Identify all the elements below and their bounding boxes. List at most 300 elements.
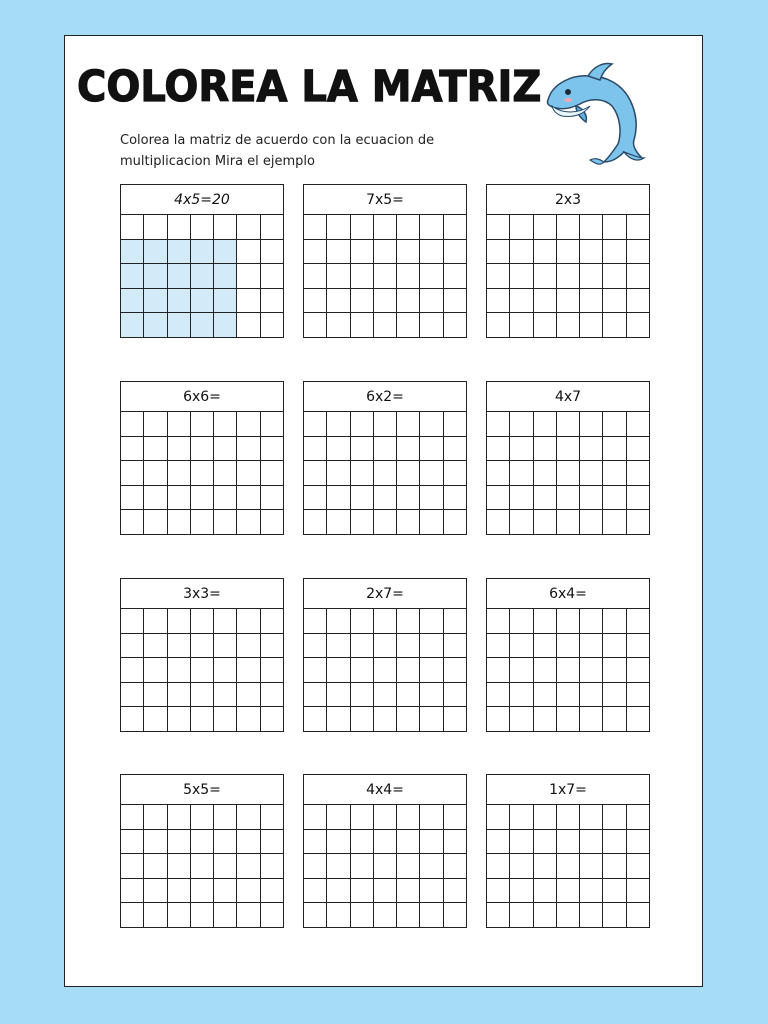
matrix-cell[interactable] [603,830,626,855]
matrix-cell[interactable] [214,707,237,732]
matrix-cell[interactable] [397,707,420,732]
matrix-cell[interactable] [420,412,443,437]
matrix-cell[interactable] [603,486,626,511]
matrix-cell[interactable] [627,707,650,732]
matrix-cell[interactable] [580,240,603,265]
matrix-cell[interactable] [397,461,420,486]
matrix-cell[interactable] [627,461,650,486]
matrix-cell[interactable] [444,461,467,486]
matrix-cell[interactable] [144,805,167,830]
matrix-cell-filled[interactable] [121,313,144,338]
matrix-cell[interactable] [487,240,510,265]
matrix-cell[interactable] [444,805,467,830]
matrix-cell[interactable] [191,510,214,535]
matrix-cell[interactable] [397,683,420,708]
matrix-cell-filled[interactable] [214,289,237,314]
matrix-cell-filled[interactable] [168,264,191,289]
matrix-cell[interactable] [580,510,603,535]
matrix-cell[interactable] [487,830,510,855]
matrix-cell[interactable] [580,264,603,289]
matrix-cell[interactable] [510,805,533,830]
matrix-cell[interactable] [534,486,557,511]
matrix-cell[interactable] [374,903,397,928]
matrix-cell[interactable] [261,879,284,904]
matrix-cell[interactable] [580,412,603,437]
matrix-cell[interactable] [580,313,603,338]
matrix-cell[interactable] [557,313,580,338]
matrix-cell[interactable] [168,683,191,708]
matrix-cell[interactable] [557,707,580,732]
matrix-cell[interactable] [327,658,350,683]
matrix-cell[interactable] [237,658,260,683]
matrix-cell[interactable] [444,215,467,240]
matrix-cell[interactable] [351,658,374,683]
matrix-cell[interactable] [351,313,374,338]
matrix-cell[interactable] [397,289,420,314]
matrix-cell[interactable] [144,707,167,732]
matrix-cell[interactable] [261,707,284,732]
matrix-cell[interactable] [121,903,144,928]
matrix-cell[interactable] [534,510,557,535]
matrix-cell[interactable] [580,683,603,708]
matrix-cell[interactable] [261,683,284,708]
matrix-cell[interactable] [374,707,397,732]
matrix-cell[interactable] [627,879,650,904]
matrix-cell[interactable] [487,313,510,338]
matrix-cell[interactable] [487,634,510,659]
matrix-cell[interactable] [444,313,467,338]
matrix-cell[interactable] [261,437,284,462]
matrix-cell[interactable] [580,634,603,659]
matrix-cell-filled[interactable] [168,240,191,265]
matrix-cell[interactable] [304,903,327,928]
matrix-cell[interactable] [534,830,557,855]
matrix-cell[interactable] [420,683,443,708]
matrix-cell[interactable] [374,437,397,462]
matrix-cell[interactable] [327,854,350,879]
matrix-cell[interactable] [603,658,626,683]
matrix-cell[interactable] [237,683,260,708]
matrix-cell[interactable] [510,461,533,486]
matrix-cell[interactable] [144,437,167,462]
matrix-cell[interactable] [397,854,420,879]
matrix-cell[interactable] [534,437,557,462]
matrix-cell[interactable] [420,879,443,904]
matrix-cell[interactable] [420,830,443,855]
matrix-cell[interactable] [168,830,191,855]
matrix-cell[interactable] [304,879,327,904]
matrix-cell[interactable] [557,240,580,265]
matrix-cell[interactable] [237,854,260,879]
matrix-cell[interactable] [351,215,374,240]
matrix-cell[interactable] [603,264,626,289]
matrix-cell[interactable] [487,264,510,289]
matrix-cell[interactable] [327,903,350,928]
matrix-cell-filled[interactable] [191,240,214,265]
matrix-cell[interactable] [534,412,557,437]
matrix-cell[interactable] [261,313,284,338]
matrix-cell[interactable] [261,215,284,240]
matrix-cell[interactable] [444,240,467,265]
matrix-cell[interactable] [191,658,214,683]
matrix-cell[interactable] [351,240,374,265]
matrix-cell[interactable] [374,609,397,634]
matrix-cell[interactable] [304,658,327,683]
matrix-cell[interactable] [168,634,191,659]
matrix-cell[interactable] [351,486,374,511]
matrix-cell[interactable] [327,707,350,732]
matrix-cell[interactable] [121,215,144,240]
matrix-cell[interactable] [627,830,650,855]
matrix-cell[interactable] [374,461,397,486]
matrix-cell[interactable] [327,461,350,486]
matrix-cell[interactable] [214,634,237,659]
matrix-cell[interactable] [351,437,374,462]
matrix-cell[interactable] [557,289,580,314]
matrix-cell[interactable] [168,879,191,904]
matrix-cell[interactable] [121,412,144,437]
matrix-cell[interactable] [191,609,214,634]
matrix-cell[interactable] [510,683,533,708]
matrix-cell[interactable] [580,707,603,732]
matrix-cell[interactable] [144,510,167,535]
matrix-cell[interactable] [144,683,167,708]
matrix-cell[interactable] [351,805,374,830]
matrix-cell[interactable] [557,634,580,659]
matrix-cell[interactable] [420,609,443,634]
matrix-cell[interactable] [351,854,374,879]
matrix-cell[interactable] [374,313,397,338]
matrix-cell[interactable] [627,437,650,462]
matrix-cell[interactable] [557,854,580,879]
matrix-cell[interactable] [627,805,650,830]
matrix-cell-filled[interactable] [121,264,144,289]
matrix-cell[interactable] [627,215,650,240]
matrix-cell[interactable] [237,461,260,486]
matrix-cell[interactable] [144,412,167,437]
matrix-cell[interactable] [374,486,397,511]
matrix-cell[interactable] [557,412,580,437]
matrix-cell[interactable] [510,634,533,659]
matrix-cell[interactable] [487,609,510,634]
matrix-cell[interactable] [214,903,237,928]
matrix-cell[interactable] [444,854,467,879]
matrix-cell[interactable] [191,805,214,830]
matrix-cell[interactable] [580,215,603,240]
matrix-cell[interactable] [603,313,626,338]
matrix-cell[interactable] [351,683,374,708]
matrix-cell[interactable] [444,437,467,462]
matrix-cell[interactable] [144,903,167,928]
matrix-cell[interactable] [144,461,167,486]
matrix-cell[interactable] [420,707,443,732]
matrix-cell[interactable] [237,609,260,634]
matrix-cell[interactable] [510,215,533,240]
matrix-cell[interactable] [237,289,260,314]
matrix-cell[interactable] [261,461,284,486]
matrix-cell[interactable] [144,486,167,511]
matrix-cell[interactable] [214,805,237,830]
matrix-cell[interactable] [327,240,350,265]
matrix-cell[interactable] [168,609,191,634]
matrix-cell[interactable] [144,609,167,634]
matrix-cell[interactable] [304,486,327,511]
matrix-cell[interactable] [237,486,260,511]
matrix-cell[interactable] [374,658,397,683]
matrix-cell[interactable] [420,510,443,535]
matrix-cell[interactable] [534,903,557,928]
matrix-cell[interactable] [397,486,420,511]
matrix-cell[interactable] [191,854,214,879]
matrix-cell[interactable] [420,658,443,683]
matrix-cell[interactable] [487,658,510,683]
matrix-cell[interactable] [487,903,510,928]
matrix-cell[interactable] [420,903,443,928]
matrix-cell[interactable] [397,437,420,462]
matrix-cell[interactable] [237,240,260,265]
matrix-cell[interactable] [557,830,580,855]
matrix-cell[interactable] [534,658,557,683]
matrix-cell[interactable] [627,609,650,634]
matrix-cell[interactable] [510,240,533,265]
matrix-cell[interactable] [397,658,420,683]
matrix-cell[interactable] [397,634,420,659]
matrix-cell[interactable] [144,658,167,683]
matrix-cell[interactable] [191,215,214,240]
matrix-cell[interactable] [351,707,374,732]
matrix-cell[interactable] [168,437,191,462]
matrix-cell[interactable] [327,683,350,708]
matrix-cell[interactable] [237,510,260,535]
matrix-cell[interactable] [144,634,167,659]
matrix-cell[interactable] [603,634,626,659]
matrix-cell-filled[interactable] [168,313,191,338]
matrix-cell[interactable] [534,879,557,904]
matrix-cell[interactable] [487,683,510,708]
matrix-cell[interactable] [627,240,650,265]
matrix-cell[interactable] [351,264,374,289]
matrix-cell[interactable] [191,830,214,855]
matrix-cell[interactable] [121,854,144,879]
matrix-cell[interactable] [510,609,533,634]
matrix-cell[interactable] [580,830,603,855]
matrix-cell[interactable] [351,903,374,928]
matrix-cell[interactable] [420,240,443,265]
matrix-cell[interactable] [397,903,420,928]
matrix-cell[interactable] [261,805,284,830]
matrix-cell[interactable] [420,437,443,462]
matrix-cell[interactable] [304,461,327,486]
matrix-cell[interactable] [510,289,533,314]
matrix-cell[interactable] [627,412,650,437]
matrix-cell[interactable] [374,510,397,535]
matrix-cell[interactable] [627,658,650,683]
matrix-cell[interactable] [627,313,650,338]
matrix-cell[interactable] [510,707,533,732]
matrix-cell[interactable] [510,412,533,437]
matrix-cell[interactable] [557,215,580,240]
matrix-cell[interactable] [121,609,144,634]
matrix-cell[interactable] [121,830,144,855]
matrix-cell[interactable] [351,830,374,855]
matrix-cell[interactable] [627,264,650,289]
matrix-cell[interactable] [261,634,284,659]
matrix-cell[interactable] [557,461,580,486]
matrix-cell[interactable] [487,461,510,486]
matrix-cell[interactable] [557,609,580,634]
matrix-cell[interactable] [444,264,467,289]
matrix-cell[interactable] [557,683,580,708]
matrix-cell[interactable] [487,486,510,511]
matrix-cell[interactable] [214,412,237,437]
matrix-cell[interactable] [261,264,284,289]
matrix-cell[interactable] [420,805,443,830]
matrix-cell[interactable] [397,313,420,338]
matrix-cell[interactable] [191,707,214,732]
matrix-cell[interactable] [557,903,580,928]
matrix-cell-filled[interactable] [191,264,214,289]
matrix-cell[interactable] [327,437,350,462]
matrix-cell[interactable] [444,830,467,855]
matrix-cell[interactable] [627,903,650,928]
matrix-cell[interactable] [603,412,626,437]
matrix-cell[interactable] [168,805,191,830]
matrix-cell[interactable] [168,903,191,928]
matrix-cell[interactable] [327,609,350,634]
matrix-cell-filled[interactable] [144,289,167,314]
matrix-cell[interactable] [510,510,533,535]
matrix-cell[interactable] [580,879,603,904]
matrix-cell-filled[interactable] [144,264,167,289]
matrix-cell[interactable] [237,707,260,732]
matrix-cell[interactable] [374,879,397,904]
matrix-cell[interactable] [603,461,626,486]
matrix-cell[interactable] [420,634,443,659]
matrix-cell[interactable] [420,486,443,511]
matrix-cell[interactable] [304,510,327,535]
matrix-cell[interactable] [487,510,510,535]
matrix-cell[interactable] [444,903,467,928]
matrix-cell[interactable] [191,634,214,659]
matrix-cell[interactable] [237,313,260,338]
matrix-cell[interactable] [534,461,557,486]
matrix-cell[interactable] [214,854,237,879]
matrix-cell-filled[interactable] [191,289,214,314]
matrix-cell[interactable] [261,903,284,928]
matrix-cell[interactable] [191,879,214,904]
matrix-cell[interactable] [214,609,237,634]
matrix-cell[interactable] [603,683,626,708]
matrix-cell[interactable] [168,461,191,486]
matrix-cell[interactable] [534,264,557,289]
matrix-cell[interactable] [397,830,420,855]
matrix-cell[interactable] [510,437,533,462]
matrix-cell[interactable] [444,510,467,535]
matrix-cell[interactable] [510,313,533,338]
matrix-cell[interactable] [397,609,420,634]
matrix-cell[interactable] [487,879,510,904]
matrix-cell[interactable] [214,461,237,486]
matrix-cell[interactable] [121,658,144,683]
matrix-cell[interactable] [237,903,260,928]
matrix-cell[interactable] [191,486,214,511]
matrix-cell[interactable] [304,437,327,462]
matrix-cell[interactable] [487,289,510,314]
matrix-cell[interactable] [534,609,557,634]
matrix-cell-filled[interactable] [214,313,237,338]
matrix-cell[interactable] [534,854,557,879]
matrix-cell[interactable] [214,510,237,535]
matrix-cell[interactable] [327,412,350,437]
matrix-cell[interactable] [510,879,533,904]
matrix-cell[interactable] [121,683,144,708]
matrix-cell[interactable] [304,805,327,830]
matrix-cell[interactable] [237,830,260,855]
matrix-cell[interactable] [121,707,144,732]
matrix-cell[interactable] [144,879,167,904]
matrix-cell[interactable] [420,461,443,486]
matrix-cell[interactable] [168,510,191,535]
matrix-cell[interactable] [351,609,374,634]
matrix-cell[interactable] [191,903,214,928]
matrix-cell[interactable] [261,830,284,855]
matrix-cell[interactable] [374,830,397,855]
matrix-cell[interactable] [603,609,626,634]
matrix-cell[interactable] [444,658,467,683]
matrix-cell[interactable] [510,903,533,928]
matrix-cell[interactable] [304,609,327,634]
matrix-cell[interactable] [444,634,467,659]
matrix-cell[interactable] [374,634,397,659]
matrix-cell[interactable] [327,215,350,240]
matrix-cell[interactable] [304,215,327,240]
matrix-cell[interactable] [374,240,397,265]
matrix-cell[interactable] [374,683,397,708]
matrix-cell[interactable] [304,683,327,708]
matrix-cell[interactable] [237,412,260,437]
matrix-cell[interactable] [191,437,214,462]
matrix-cell[interactable] [557,264,580,289]
matrix-cell[interactable] [144,830,167,855]
matrix-cell[interactable] [534,215,557,240]
matrix-cell[interactable] [351,634,374,659]
matrix-cell[interactable] [557,510,580,535]
matrix-cell[interactable] [374,412,397,437]
matrix-cell[interactable] [237,437,260,462]
matrix-cell[interactable] [168,412,191,437]
matrix-cell[interactable] [603,879,626,904]
matrix-cell[interactable] [214,879,237,904]
matrix-cell[interactable] [580,658,603,683]
matrix-cell[interactable] [420,264,443,289]
matrix-cell[interactable] [214,658,237,683]
matrix-cell[interactable] [444,412,467,437]
matrix-cell[interactable] [487,805,510,830]
matrix-cell[interactable] [168,707,191,732]
matrix-cell[interactable] [580,437,603,462]
matrix-cell[interactable] [420,313,443,338]
matrix-cell[interactable] [397,805,420,830]
matrix-cell[interactable] [487,854,510,879]
matrix-cell[interactable] [603,707,626,732]
matrix-cell[interactable] [603,437,626,462]
matrix-cell[interactable] [351,510,374,535]
matrix-cell[interactable] [397,510,420,535]
matrix-cell[interactable] [121,461,144,486]
matrix-cell[interactable] [261,412,284,437]
matrix-cell[interactable] [444,609,467,634]
matrix-cell[interactable] [304,634,327,659]
